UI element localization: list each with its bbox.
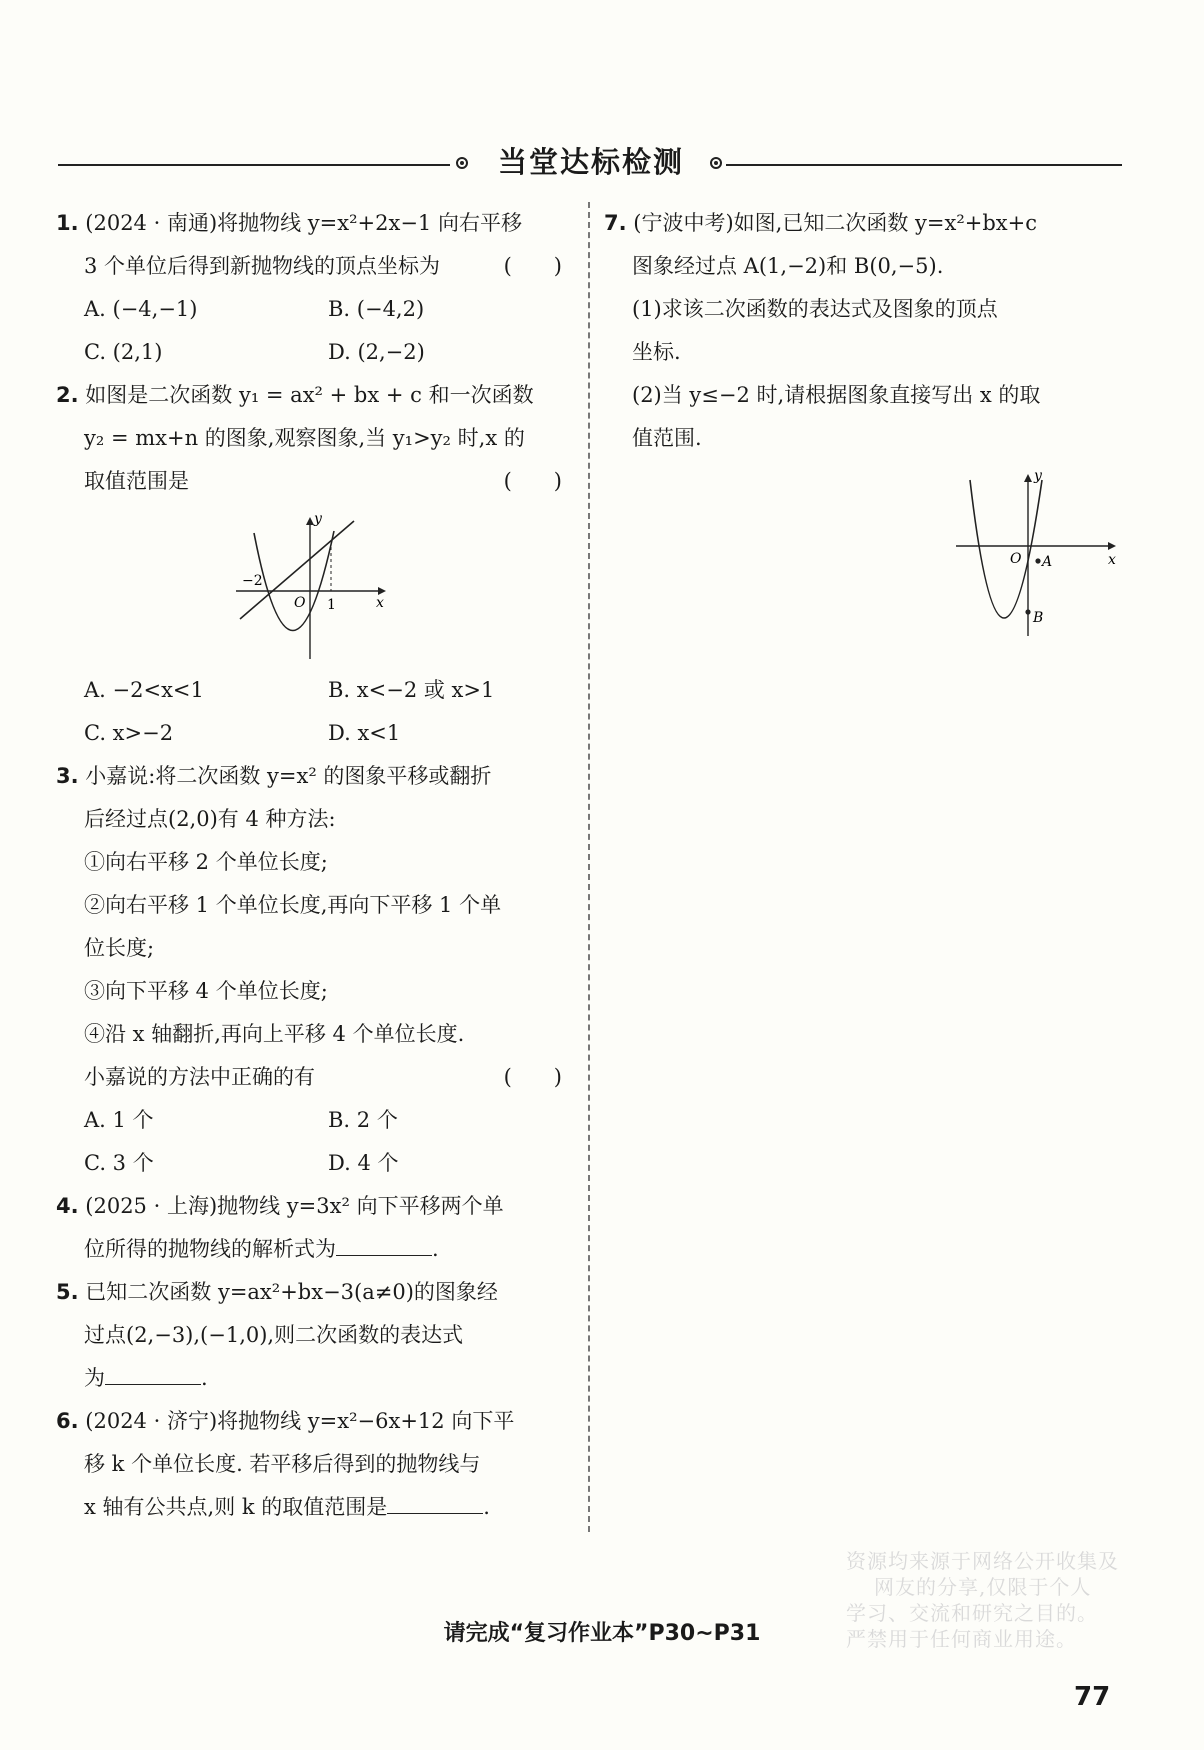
option-d: D. x<1 [328, 721, 401, 745]
header-ornament-left [456, 157, 468, 169]
period: . [483, 1495, 490, 1519]
question-4 [56, 1185, 572, 1271]
question-text: 移 k 个单位长度. 若平移后得到的抛物线与 [84, 1452, 481, 1476]
x-axis-arrow [378, 587, 386, 595]
option-b: B. x<−2 或 x>1 [328, 678, 495, 702]
question-text: 小嘉说:将二次函数 y=x² 的图象平移或翻折 [85, 764, 492, 788]
y-axis-arrow [1024, 474, 1032, 482]
question-text: 过点(2,−3),(−1,0),则二次函数的表达式 [84, 1323, 464, 1347]
question-text: x 轴有公共点,则 k 的取值范围是 [84, 1495, 388, 1519]
question-number: 2. [56, 383, 79, 407]
watermark-line: 资源均来源于网络公开收集及 [846, 1549, 1119, 1573]
origin-label: O [294, 595, 306, 611]
section-title: 当堂达标检测 [497, 145, 684, 179]
answer-blank[interactable] [105, 1358, 201, 1385]
question-number: 3. [56, 764, 79, 788]
question-1 [56, 202, 572, 374]
point-a-marker [1035, 558, 1040, 563]
header-rule-right [726, 164, 1122, 166]
option-b: B. (−4,2) [328, 297, 425, 321]
question-text: (2024 · 南通)将抛物线 y=x²+2x−1 向右平移 [85, 211, 522, 235]
question-text: (2024 · 济宁)将抛物线 y=x²−6x+12 向下平 [85, 1409, 515, 1433]
question-text: 为 [84, 1366, 105, 1390]
sub-question-1: (1)求该二次函数的表达式及图象的顶点 [632, 297, 998, 321]
option-d: D. (2,−2) [328, 340, 425, 364]
option-a: A. −2<x<1 [84, 678, 204, 702]
y-axis-arrow [306, 517, 314, 525]
option-a: A. 1 个 [84, 1108, 154, 1132]
question-text: y₂ = mx+n 的图象,观察图象,当 y₁>y₂ 时,x 的 [84, 426, 525, 450]
answer-blank[interactable] [387, 1487, 483, 1514]
question-number: 1. [56, 211, 79, 235]
parabola-curve [970, 480, 1042, 618]
option-b: B. 2 个 [328, 1108, 398, 1132]
x-axis-arrow [1108, 542, 1116, 550]
point-b-marker [1025, 609, 1030, 614]
question-text: 后经过点(2,0)有 4 种方法: [84, 807, 336, 831]
question-number: 5. [56, 1280, 79, 1304]
origin-label: O [1010, 551, 1022, 567]
question-text: (2025 · 上海)抛物线 y=3x² 向下平移两个单 [85, 1194, 504, 1218]
question-text: (宁波中考)如图,已知二次函数 y=x²+bx+c [633, 211, 1037, 235]
question-text: 已知二次函数 y=ax²+bx−3(a≠0)的图象经 [85, 1280, 498, 1304]
question-6 [56, 1400, 572, 1529]
tick-label-1: 1 [327, 597, 336, 613]
q7-graph-figure [956, 466, 1126, 646]
option-d: D. 4 个 [328, 1151, 399, 1175]
right-column [604, 202, 1124, 646]
header-ornament-right [710, 157, 722, 169]
question-5 [56, 1271, 572, 1400]
method-2-cont: 位长度; [84, 936, 155, 960]
left-column [56, 202, 572, 1529]
method-2: ②向右平移 1 个单位长度,再向下平移 1 个单 [84, 893, 502, 917]
method-4: ④沿 x 轴翻折,再向上平移 4 个单位长度. [84, 1022, 465, 1046]
page-number: 77 [1074, 1682, 1111, 1712]
answer-blank[interactable] [336, 1229, 432, 1256]
q2-graph-figure [230, 509, 400, 669]
period: . [432, 1237, 439, 1261]
question-text: 图象经过点 A(1,−2)和 B(0,−5). [632, 254, 944, 278]
column-divider [588, 202, 590, 1532]
question-text: 3 个单位后得到新抛物线的顶点坐标为 [84, 254, 441, 278]
answer-bracket: ( ) [503, 1065, 562, 1089]
watermark-line: 网友的分享,仅限于个人 [874, 1575, 1092, 1599]
option-a: A. (−4,−1) [84, 297, 198, 321]
header-rule-left [58, 164, 450, 166]
question-7 [604, 202, 1124, 646]
question-number: 6. [56, 1409, 79, 1433]
point-b-label: B [1033, 610, 1044, 626]
sub-question-2: (2)当 y≤−2 时,请根据图象直接写出 x 的取 [632, 383, 1041, 407]
homework-reminder: 请完成“复习作业本”P30~P31 [443, 1621, 761, 1646]
tick-label-neg2: −2 [242, 573, 263, 589]
option-c: C. x>−2 [84, 721, 174, 745]
question-number: 7. [604, 211, 627, 235]
question-text: 如图是二次函数 y₁ = ax² + bx + c 和一次函数 [85, 383, 534, 407]
question-number: 4. [56, 1194, 79, 1218]
method-1: ①向右平移 2 个单位长度; [84, 850, 328, 874]
sub-question-1-cont: 坐标. [632, 340, 681, 364]
parabola-curve [254, 531, 334, 631]
watermark-line: 学习、交流和研究之目的。 [846, 1601, 1098, 1625]
y-axis-label: y [1034, 468, 1042, 484]
sub-question-2-cont: 值范围. [632, 426, 702, 450]
question-text: 取值范围是 [84, 469, 189, 493]
x-axis-label: x [1108, 552, 1116, 568]
option-c: C. (2,1) [84, 340, 163, 364]
question-text: 位所得的抛物线的解析式为 [84, 1237, 336, 1261]
option-c: C. 3 个 [84, 1151, 154, 1175]
question-text: 小嘉说的方法中正确的有 [84, 1065, 315, 1089]
answer-bracket: ( ) [503, 254, 562, 278]
point-a-label: A [1042, 554, 1053, 570]
period: . [201, 1366, 208, 1390]
section-header [58, 140, 1122, 180]
x-axis-label: x [376, 595, 384, 611]
y-axis-label: y [314, 511, 322, 527]
method-3: ③向下平移 4 个单位长度; [84, 979, 328, 1003]
watermark-line: 严禁用于任何商业用途。 [846, 1627, 1077, 1651]
question-2 [56, 374, 572, 755]
answer-bracket: ( ) [503, 469, 562, 493]
question-3 [56, 755, 572, 1185]
